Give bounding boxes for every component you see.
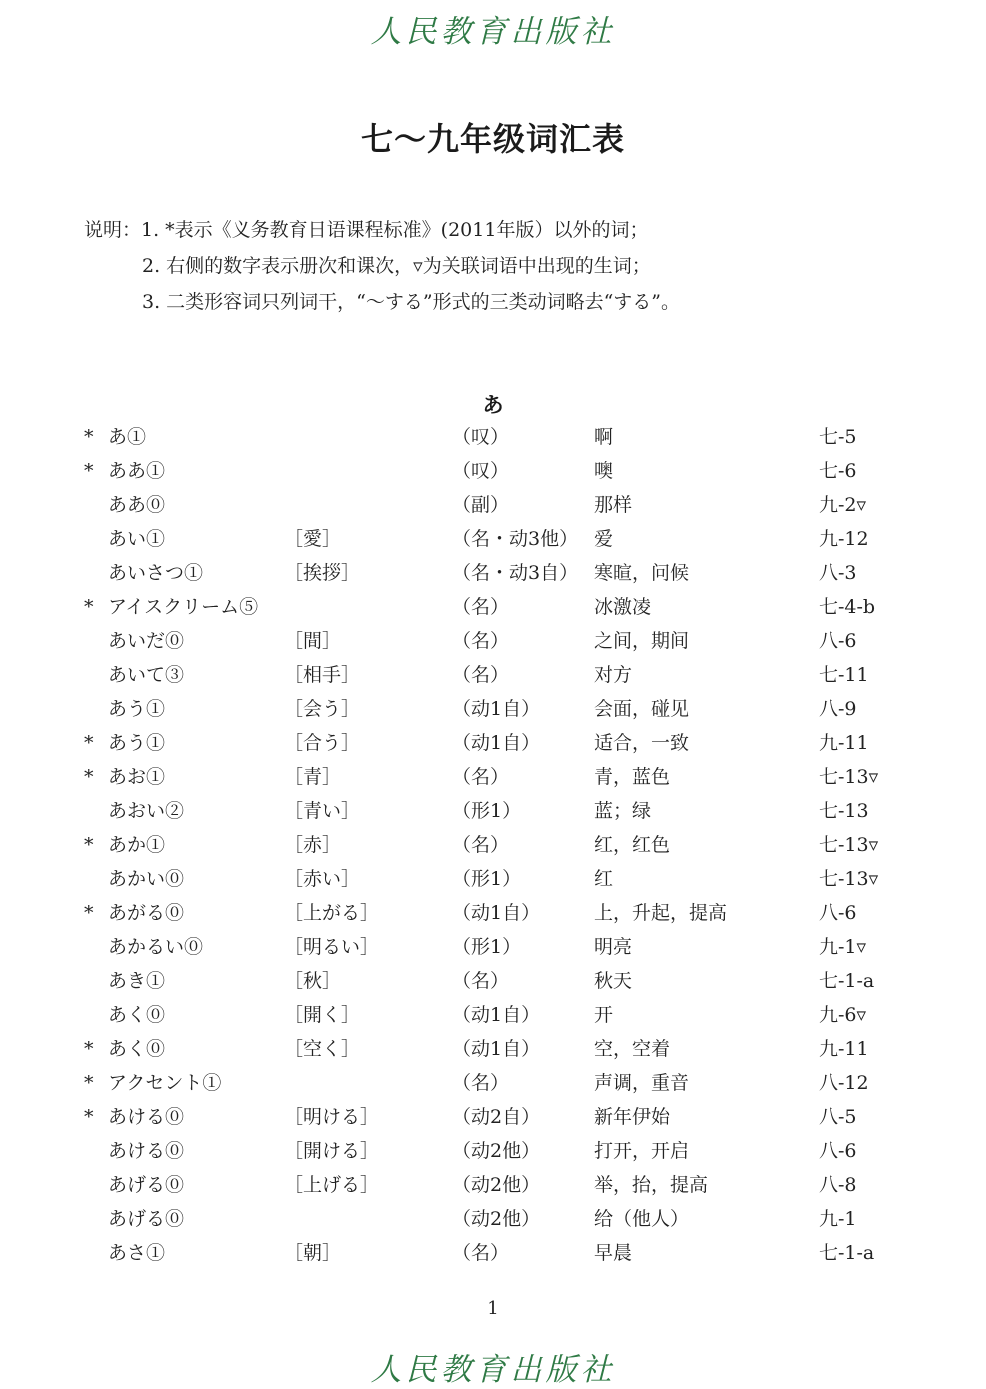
note-text: 2. 右侧的数字表示册次和课次，▿为关联词语中出现的生词； [142,255,651,277]
entry-reading: あげる⓪ [108,1208,185,1230]
entry-pos: （叹） [452,426,510,448]
entry-pos: （形1） [452,800,522,822]
vocab-row [84,1202,904,1236]
entry-mark: * [84,766,94,788]
vocab-row [84,1032,904,1066]
entry-meaning: 适合，一致 [594,732,690,754]
entry-meaning: 之间，期间 [594,630,690,652]
entry-reading: あいだ⓪ [108,630,185,652]
entry-pos: （动2自） [452,1106,541,1128]
entry-reading: あかい⓪ [108,868,185,890]
entry-lesson: 七-6 [819,460,857,482]
entry-kanji: ［赤］ [284,834,342,856]
entry-meaning: 冰激凌 [594,596,652,618]
entry-reading: あく⓪ [108,1004,166,1026]
entry-pos: （名） [452,1242,510,1264]
entry-pos: （动2他） [452,1174,541,1196]
vocab-row [84,1100,904,1134]
entry-lesson: 七-13▿ [819,834,879,856]
entry-meaning: 青，蓝色 [594,766,671,788]
entry-mark: * [84,902,94,924]
entry-meaning: 会面，碰见 [594,698,690,720]
entry-kanji: ［間］ [284,630,342,652]
entry-kanji: ［開ける］ [284,1140,380,1162]
entry-lesson: 八-3 [819,562,857,584]
publisher-logo-top: 人民教育出版社 [370,14,616,50]
entry-mark: * [84,426,94,448]
entry-meaning: 上，升起，提高 [594,902,728,924]
vocab-row [84,862,904,896]
entry-lesson: 七-1-a [819,970,875,992]
vocab-row [84,522,904,556]
entry-reading: あく⓪ [108,1038,166,1060]
vocabulary-list [84,420,904,1270]
entry-kanji: ［相手］ [284,664,361,686]
vocab-row [84,726,904,760]
entry-kanji: ［愛］ [284,528,342,550]
entry-mark: * [84,460,94,482]
entry-meaning: 给（他人） [594,1208,690,1230]
entry-lesson: 八-12 [819,1072,869,1094]
entry-kanji: ［秋］ [284,970,342,992]
entry-meaning: 红，红色 [594,834,671,856]
vocab-row [84,828,904,862]
entry-pos: （动1自） [452,1004,541,1026]
vocab-row [84,624,904,658]
entry-reading: ああ① [108,460,166,482]
vocab-row [84,590,904,624]
entry-pos: （名・动3他） [452,528,579,550]
entry-kanji: ［挨拶］ [284,562,361,584]
entry-lesson: 八-6 [819,902,857,924]
entry-meaning: 蓝；绿 [594,800,652,822]
entry-reading: あける⓪ [108,1106,185,1128]
entry-lesson: 九-1▿ [819,936,867,958]
entry-pos: （名） [452,630,510,652]
entry-meaning: 啊 [594,426,614,448]
note-text: 1. *表示《义务教育日语课程标准》(2011年版）以外的词； [141,219,649,241]
note-text: 3. 二类形容词只列词干，“～する”形式的三类动词略去“する”。 [142,291,681,313]
vocab-row [84,760,904,794]
entry-pos: （名） [452,596,510,618]
entry-reading: あおい② [108,800,185,822]
notes-block [84,212,680,320]
entry-lesson: 九-11 [819,1038,869,1060]
page-title: 七～九年级词汇表 [360,120,625,158]
entry-lesson: 八-9 [819,698,857,720]
note-line [84,212,680,248]
entry-meaning: 噢 [594,460,614,482]
entry-lesson: 九-6▿ [819,1004,867,1026]
entry-pos: （名） [452,1072,510,1094]
entry-meaning: 红 [594,868,614,890]
entry-reading: ああ⓪ [108,494,166,516]
entry-lesson: 七-5 [819,426,857,448]
vocab-row [84,488,904,522]
entry-meaning: 对方 [594,664,633,686]
entry-pos: （动2他） [452,1140,541,1162]
entry-mark: * [84,732,94,754]
entry-reading: あう① [108,698,166,720]
vocab-row [84,454,904,488]
entry-meaning: 秋天 [594,970,633,992]
vocab-row [84,998,904,1032]
entry-lesson: 七-4-b [819,596,876,618]
entry-reading: あいさつ① [108,562,204,584]
entry-pos: （名） [452,834,510,856]
entry-meaning: 那样 [594,494,633,516]
entry-reading: あかるい⓪ [108,936,204,958]
note-line [84,284,680,320]
entry-pos: （动1自） [452,902,541,924]
entry-lesson: 九-12 [819,528,869,550]
entry-reading: あける⓪ [108,1140,185,1162]
vocab-row [84,930,904,964]
entry-pos: （叹） [452,460,510,482]
entry-kanji: ［会う］ [284,698,361,720]
entry-reading: あげる⓪ [108,1174,185,1196]
entry-reading: あいて③ [108,664,185,686]
entry-pos: （动1自） [452,698,541,720]
entry-meaning: 空，空着 [594,1038,671,1060]
entry-reading: あき① [108,970,166,992]
vocab-row [84,1066,904,1100]
entry-pos: （副） [452,494,510,516]
entry-lesson: 九-11 [819,732,869,754]
entry-lesson: 七-13▿ [819,868,879,890]
entry-reading: あ① [108,426,147,448]
entry-lesson: 七-11 [819,664,869,686]
vocab-row [84,692,904,726]
entry-kanji: ［空く］ [284,1038,361,1060]
entry-mark: * [84,834,94,856]
entry-pos: （动2他） [452,1208,541,1230]
vocab-row [84,896,904,930]
entry-meaning: 声调，重音 [594,1072,690,1094]
vocab-row [84,794,904,828]
entry-kanji: ［合う］ [284,732,361,754]
entry-lesson: 九-1 [819,1208,857,1230]
entry-mark: * [84,1072,94,1094]
entry-pos: （形1） [452,868,522,890]
vocab-row [84,556,904,590]
entry-kanji: ［上げる］ [284,1174,380,1196]
entry-kanji: ［赤い］ [284,868,361,890]
entry-kanji: ［明ける］ [284,1106,380,1128]
entry-lesson: 八-8 [819,1174,857,1196]
note-line [84,248,680,284]
entry-meaning: 打开，开启 [594,1140,690,1162]
entry-pos: （动1自） [452,732,541,754]
entry-meaning: 举，抬，提高 [594,1174,709,1196]
entry-lesson: 八-6 [819,630,857,652]
entry-reading: アクセント① [108,1072,222,1094]
entry-reading: アイスクリーム⑤ [108,596,259,618]
vocab-row [84,1236,904,1270]
entry-meaning: 寒暄，问候 [594,562,690,584]
entry-reading: あがる⓪ [108,902,185,924]
entry-lesson: 八-5 [819,1106,857,1128]
vocab-row [84,420,904,454]
entry-meaning: 开 [594,1004,614,1026]
entry-lesson: 七-13▿ [819,766,879,788]
entry-lesson: 七-1-a [819,1242,875,1264]
notes-label: 说明： [84,219,142,241]
entry-reading: あか① [108,834,166,856]
entry-lesson: 八-6 [819,1140,857,1162]
page-number: 1 [487,1298,499,1319]
entry-pos: （动1自） [452,1038,541,1060]
entry-reading: あさ① [108,1242,166,1264]
entry-meaning: 新年伊始 [594,1106,671,1128]
entry-pos: （名） [452,664,510,686]
entry-reading: あお① [108,766,166,788]
entry-meaning: 爱 [594,528,614,550]
entry-kanji: ［青］ [284,766,342,788]
entry-kanji: ［青い］ [284,800,361,822]
entry-kanji: ［開く］ [284,1004,361,1026]
entry-pos: （名） [452,766,510,788]
vocab-row [84,1134,904,1168]
entry-lesson: 七-13 [819,800,869,822]
entry-meaning: 早晨 [594,1242,633,1264]
entry-meaning: 明亮 [594,936,633,958]
vocab-row [84,1168,904,1202]
entry-pos: （形1） [452,936,522,958]
vocab-row [84,964,904,998]
entry-mark: * [84,1038,94,1060]
entry-mark: * [84,596,94,618]
vocab-row [84,658,904,692]
entry-pos: （名） [452,970,510,992]
entry-reading: あい① [108,528,166,550]
entry-lesson: 九-2▿ [819,494,867,516]
entry-kanji: ［明るい］ [284,936,380,958]
entry-kanji: ［上がる］ [284,902,380,924]
entry-reading: あう① [108,732,166,754]
entry-kanji: ［朝］ [284,1242,342,1264]
section-heading: あ [482,392,504,417]
publisher-logo-bottom: 人民教育出版社 [370,1352,616,1388]
entry-pos: （名・动3自） [452,562,579,584]
entry-mark: * [84,1106,94,1128]
